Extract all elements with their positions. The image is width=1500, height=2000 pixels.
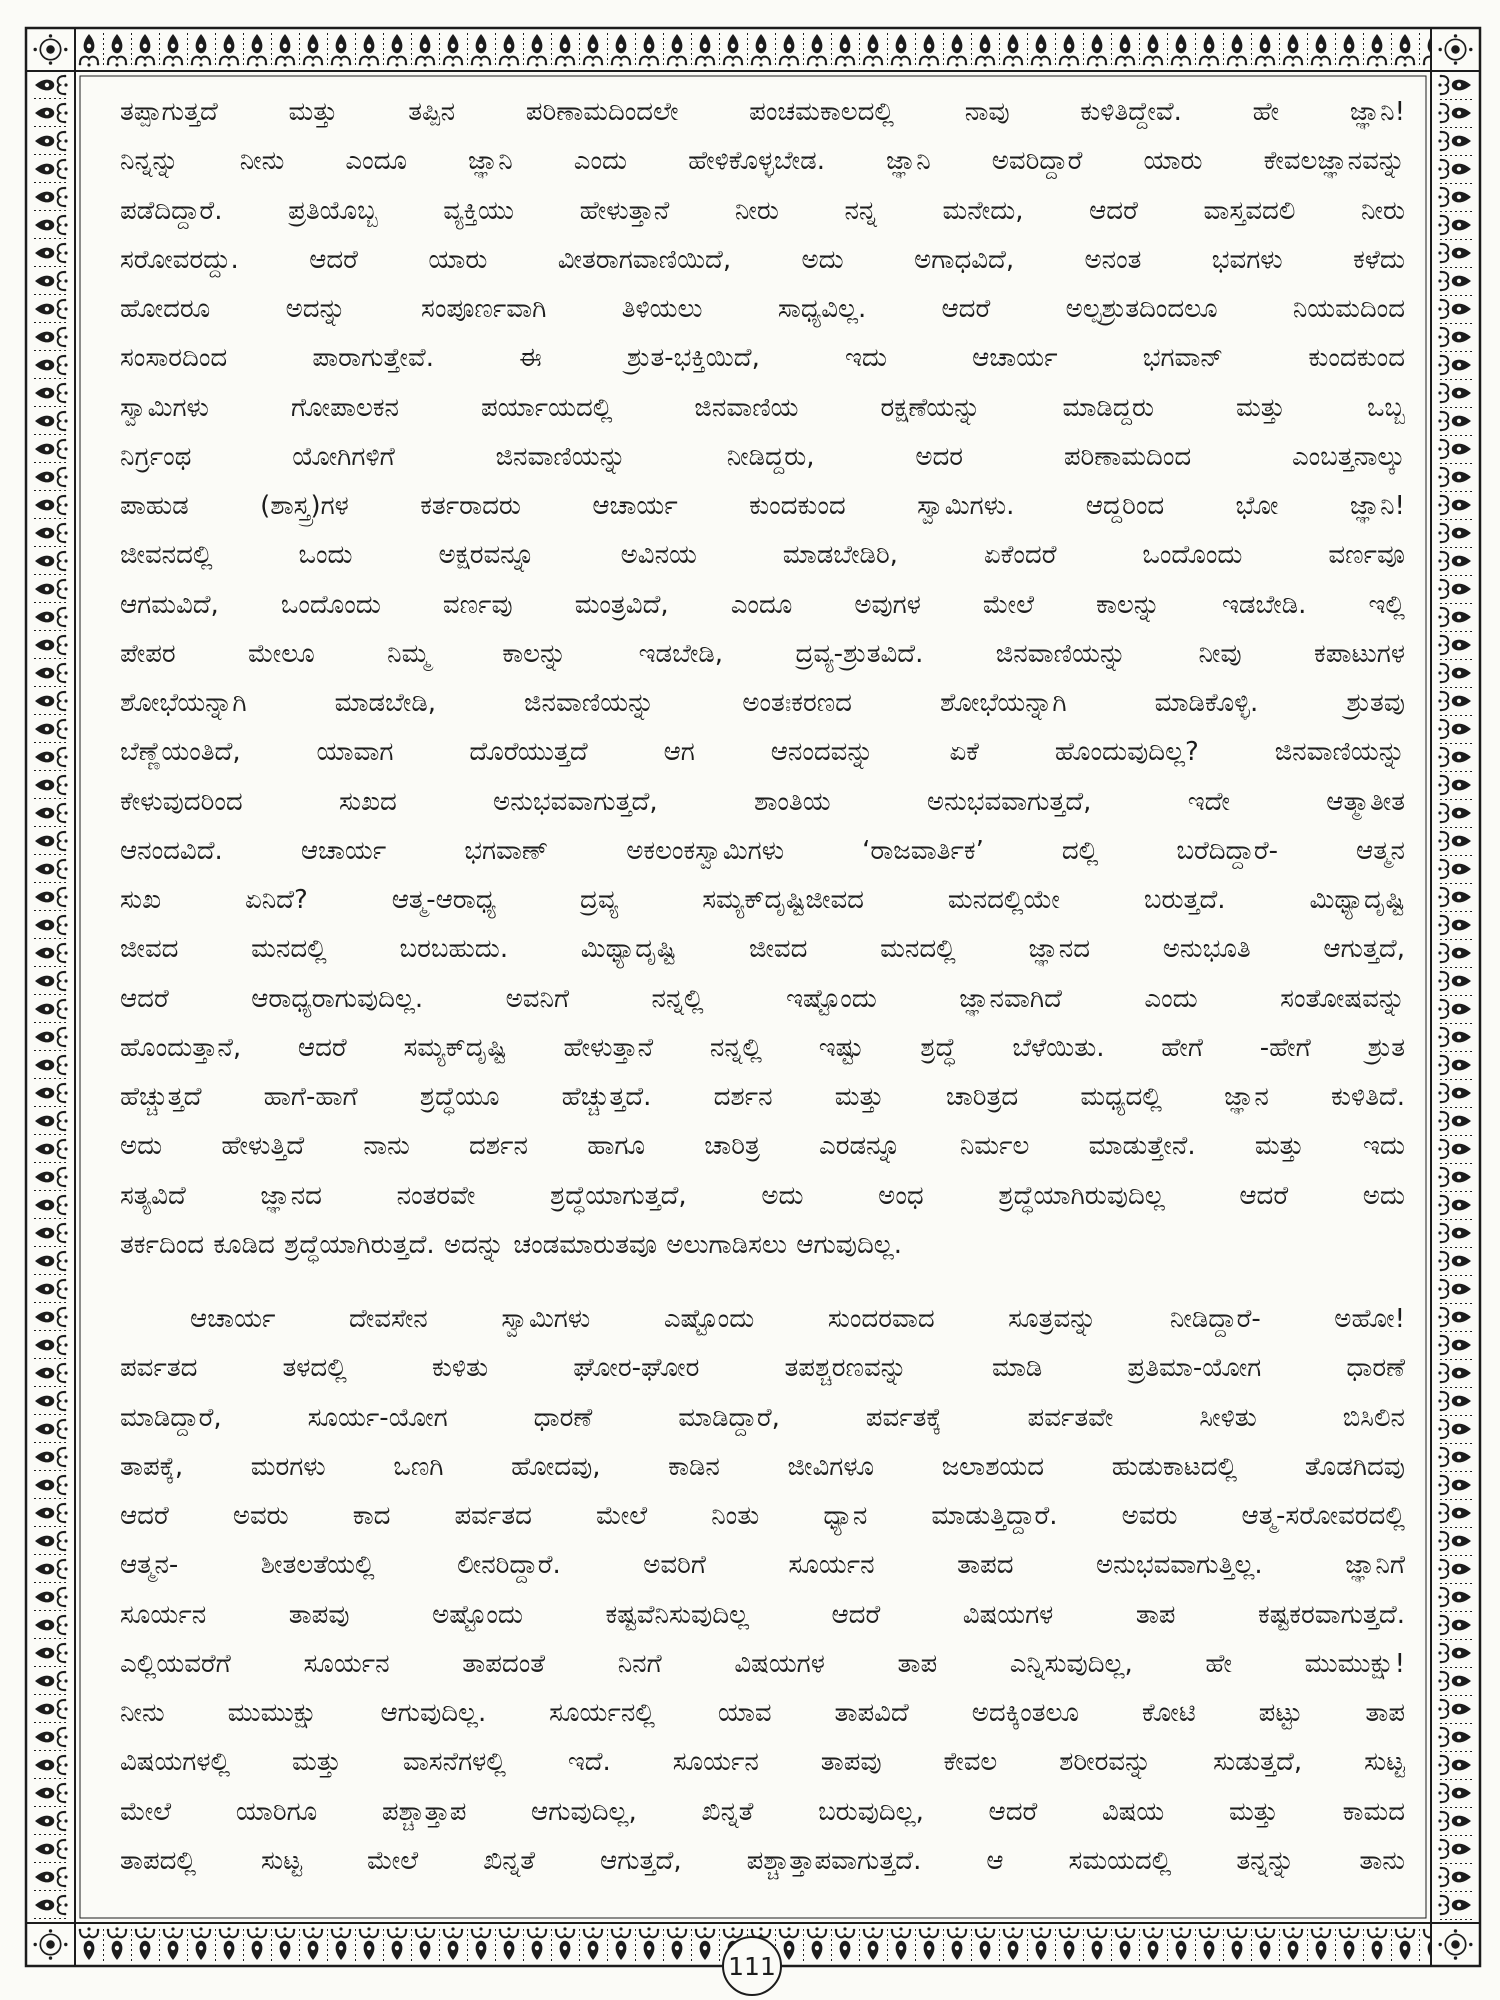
text-line: ಮೇಲೆ ಯಾರಿಗೂ ಪಶ್ಚಾತ್ತಾಪ ಆಗುವುದಿಲ್ಲ, ಖಿನ್ನತೆ ಬರುವುದಿಲ್ಲ, ಆದರೆ ವಿಷಯ ಮತ್ತು ಕಾಮದ [120, 1796, 1405, 1827]
text-line: ನಿರ್ಗ್ರಂಥ ಯೋಗಿಗಳಿಗೆ ಜಿನವಾಣಿಯನ್ನು ನೀಡಿದ್ದರು, ಅದರ ಪರಿಣಾಮದಿಂದ ಎಂಬತ್ತನಾಲ್ಕು [120, 441, 1405, 472]
text-line: ತಪ್ಪಾಗುತ್ತದೆ ಮತ್ತು ತಪ್ಪಿನ ಪರಿಣಾಮದಿಂದಲೇ ಪಂಚಮಕಾಲದಲ್ಲಿ ನಾವು ಕುಳಿತಿದ್ದೇವೆ. ಹೇ ಜ್ಞಾನಿ! [120, 97, 1405, 127]
text-line: ಜೀವನದಲ್ಲಿ ಒಂದು ಅಕ್ಷರವನ್ನೂ ಅವಿನಯ ಮಾಡಬೇಡಿರಿ, ಏಕೆಂದರೆ ಒಂದೊಂದು ವರ್ಣವೂ [120, 540, 1405, 571]
paragraph [120, 1295, 1405, 1886]
text-line: ಪರ್ವತದ ತಳದಲ್ಲಿ ಕುಳಿತು ಘೋರ-ಘೋರ ತಪಶ್ಚರಣವನ್ನು ಮಾಡಿ ಪ್ರತಿಮಾ-ಯೋಗ ಧಾರಣೆ [120, 1353, 1405, 1384]
text-line: ಸುಖ ಏನಿದೆ? ಆತ್ಮ-ಆರಾಧ್ಯ ದ್ರವ್ಯ ಸಮ್ಯಕ್‌ದೃಷ್ಟಿಜೀವದ ಮನದಲ್ಲಿಯೇ ಬರುತ್ತದೆ. ಮಿಥ್ಯಾದೃಷ್ಟಿ [120, 885, 1405, 915]
text-line: ಮಾಡಿದ್ದಾರೆ, ಸೂರ್ಯ-ಯೋಗ ಧಾರಣೆ ಮಾಡಿದ್ದಾರೆ, ಪರ್ವತಕ್ಕೆ ಪರ್ವತವೇ ಸೀಳಿತು ಬಿಸಿಲಿನ [120, 1402, 1405, 1433]
text-line: ಸ್ವಾಮಿಗಳು ಗೋಪಾಲಕನ ಪರ್ಯಾಯದಲ್ಲಿ ಜಿನವಾಣಿಯ ರಕ್ಷಣೆಯನ್ನು ಮಾಡಿದ್ದರು ಮತ್ತು ಒಬ್ಬ [120, 392, 1405, 423]
text-line: ಸರೋವರದ್ದು. ಆದರೆ ಯಾರು ವೀತರಾಗವಾಣಿಯಿದೆ, ಅದು ಅಗಾಧವಿದೆ, ಅನಂತ ಭವಗಳು ಕಳೆದು [120, 244, 1405, 275]
border-corner-bottom-right [1431, 1923, 1480, 1966]
paragraph [120, 88, 1405, 1270]
text-line: ಆದರೆ ಆರಾಧ್ಯರಾಗುವುದಿಲ್ಲ. ಅವನಿಗೆ ನನ್ನಲ್ಲಿ ಇಷ್ಟೊಂದು ಜ್ಞಾನವಾಗಿದೆ ಎಂದು ಸಂತೋಷವನ್ನು [120, 983, 1405, 1014]
text-line: ಪೇಪರ ಮೇಲೂ ನಿಮ್ಮ ಕಾಲನ್ನು ಇಡಬೇಡಿ, ದ್ರವ್ಯ-ಶ್ರುತವಿದೆ. ಜಿನವಾಣಿಯನ್ನು ನೀವು ಕಪಾಟುಗಳ [120, 638, 1405, 669]
text-line: ಹೋದರೂ ಅದನ್ನು ಸಂಪೂರ್ಣವಾಗಿ ತಿಳಿಯಲು ಸಾಧ್ಯವಿಲ್ಲ. ಆದರೆ ಅಲ್ಪಶ್ರುತದಿಂದಲೂ ನಿಯಮದಿಂದ [120, 294, 1405, 324]
text-line: ಹೆಚ್ಚುತ್ತದೆ ಹಾಗೆ-ಹಾಗೆ ಶ್ರದ್ಧೆಯೂ ಹೆಚ್ಚುತ್ತದೆ. ದರ್ಶನ ಮತ್ತು ಚಾರಿತ್ರದ ಮಧ್ಯದಲ್ಲಿ ಜ್ಞಾನ ಕುಳಿತಿದೆ. [120, 1082, 1405, 1112]
text-line: ವಿಷಯಗಳಲ್ಲಿ ಮತ್ತು ವಾಸನೆಗಳಲ್ಲಿ ಇದೆ. ಸೂರ್ಯನ ತಾಪವು ಕೇವಲ ಶರೀರವನ್ನು ಸುಡುತ್ತದೆ, ಸುಟ್ಟ [120, 1747, 1405, 1778]
text-line: ಆಚಾರ್ಯ ದೇವಸೇನ ಸ್ವಾಮಿಗಳು ಎಷ್ಟೊಂದು ಸುಂದರವಾದ ಸೂತ್ರವನ್ನು ನೀಡಿದ್ದಾರೆ- ಅಹೋ! [190, 1304, 1405, 1334]
border-corner-top-left [26, 28, 75, 71]
text-line: ಹೊಂದುತ್ತಾನೆ, ಆದರೆ ಸಮ್ಯಕ್‌ದೃಷ್ಟಿ ಹೇಳುತ್ತಾನೆ ನನ್ನಲ್ಲಿ ಇಷ್ಟು ಶ್ರದ್ಧೆ ಬೆಳೆಯಿತು. ಹೇಗೆ -ಹೇಗೆ ಶ್ರುತ [120, 1032, 1405, 1063]
text-line: ಆನಂದವಿದೆ. ಆಚಾರ್ಯ ಭಗವಾಣ್ ಅಕಲಂಕಸ್ವಾಮಿಗಳು ‘ರಾಜವಾರ್ತಿಕ’ ದಲ್ಲಿ ಬರೆದಿದ್ದಾರೆ- ಆತ್ಮನ [120, 835, 1405, 866]
text-line: ಕೇಳುವುದರಿಂದ ಸುಖದ ಅನುಭವವಾಗುತ್ತದೆ, ಶಾಂತಿಯ ಅನುಭವವಾಗುತ್ತದೆ, ಇದೇ ಆತ್ಮಾತೀತ [120, 786, 1405, 817]
text-line: ಸತ್ಯವಿದೆ ಜ್ಞಾನದ ನಂತರವೇ ಶ್ರದ್ಧೆಯಾಗುತ್ತದೆ, ಅದು ಅಂಧ ಶ್ರದ್ಧೆಯಾಗಿರುವುದಿಲ್ಲ ಆದರೆ ಅದು [120, 1180, 1405, 1211]
text-line: ಸಂಸಾರದಿಂದ ಪಾರಾಗುತ್ತೇವೆ. ಈ ಶ್ರುತ-ಭಕ್ತಿಯಿದೆ, ಇದು ಆಚಾರ್ಯ ಭಗವಾನ್ ಕುಂದಕುಂದ [120, 343, 1405, 374]
text-line: ಆಗಮವಿದೆ, ಒಂದೊಂದು ವರ್ಣವು ಮಂತ್ರವಿದೆ, ಎಂದೂ ಅವುಗಳ ಮೇಲೆ ಕಾಲನ್ನು ಇಡಬೇಡಿ. ಇಲ್ಲಿ [120, 589, 1405, 620]
text-line: ನಿನ್ನನ್ನು ನೀನು ಎಂದೂ ಜ್ಞಾನಿ ಎಂದು ಹೇಳಿಕೊಳ್ಳಬೇಡ. ಜ್ಞಾನಿ ಅವರಿದ್ದಾರೆ ಯಾರು ಕೇವಲಜ್ಞಾನವನ್ನು [120, 146, 1405, 177]
text-line: ತಾಪದಲ್ಲಿ ಸುಟ್ಟ ಮೇಲೆ ಖಿನ್ನತೆ ಆಗುತ್ತದೆ, ಪಶ್ಚಾತ್ತಾಪವಾಗುತ್ತದೆ. ಆ ಸಮಯದಲ್ಲಿ ತನ್ನನ್ನು ತಾನು [120, 1845, 1405, 1876]
text-line: ತಾಪಕ್ಕೆ, ಮರಗಳು ಒಣಗಿ ಹೋದವು, ಕಾಡಿನ ಜೀವಿಗಳೂ ಜಲಾಶಯದ ಹುಡುಕಾಟದಲ್ಲಿ ತೊಡಗಿದವು [120, 1451, 1405, 1482]
text-line: ಬೆಣ್ಣೆಯಂತಿದೆ, ಯಾವಾಗ ದೊರೆಯುತ್ತದೆ ಆಗ ಆನಂದವನ್ನು ಏಕೆ ಹೊಂದುವುದಿಲ್ಲ? ಜಿನವಾಣಿಯನ್ನು [120, 737, 1405, 768]
border-corner-top-right [1431, 28, 1480, 71]
text-line: ಪಡೆದಿದ್ದಾರೆ. ಪ್ರತಿಯೊಬ್ಬ ವ್ಯಕ್ತಿಯು ಹೇಳುತ್ತಾನೆ ನೀರು ನನ್ನ ಮನೇದು, ಆದರೆ ವಾಸ್ತವದಲಿ ನೀರು [120, 195, 1405, 226]
text-line: ಪಾಹುಡ (ಶಾಸ್ತ್ರ)ಗಳ ಕರ್ತರಾದರು ಆಚಾರ್ಯ ಕುಂದಕುಂದ ಸ್ವಾಮಿಗಳು. ಆದ್ದರಿಂದ ಭೋ ಜ್ಞಾನಿ! [120, 491, 1405, 521]
text-line: ಆದರೆ ಅವರು ಕಾದ ಪರ್ವತದ ಮೇಲೆ ನಿಂತು ಧ್ಯಾನ ಮಾಡುತ್ತಿದ್ದಾರೆ. ಅವರು ಆತ್ಮ-ಸರೋವರದಲ್ಲಿ [120, 1501, 1405, 1531]
page-number: 111 [722, 1936, 782, 1996]
border-band-right [1431, 71, 1480, 1923]
text-line: ಶೋಭೆಯನ್ನಾಗಿ ಮಾಡಬೇಡಿ, ಜಿನವಾಣಿಯನ್ನು ಅಂತಃಕರಣದ ಶೋಭೆಯನ್ನಾಗಿ ಮಾಡಿಕೊಳ್ಳಿ. ಶ್ರುತವು [120, 688, 1405, 718]
text-line: ಎಲ್ಲಿಯವರೆಗೆ ಸೂರ್ಯನ ತಾಪದಂತೆ ನಿನಗೆ ವಿಷಯಗಳ ತಾಪ ಎನ್ನಿಸುವುದಿಲ್ಲ, ಹೇ ಮುಮುಕ್ಷು! [120, 1648, 1405, 1679]
border-corner-bottom-left [26, 1923, 75, 1966]
text-line: ಜೀವದ ಮನದಲ್ಲಿ ಬರಬಹುದು. ಮಿಥ್ಯಾದೃಷ್ಟಿ ಜೀವದ ಮನದಲ್ಲಿ ಜ್ಞಾನದ ಅನುಭೂತಿ ಆಗುತ್ತದೆ, [120, 934, 1405, 965]
text-line: ನೀನು ಮುಮುಕ್ಷು ಆಗುವುದಿಲ್ಲ. ಸೂರ್ಯನಲ್ಲಿ ಯಾವ ತಾಪವಿದೆ ಅದಕ್ಕಿಂತಲೂ ಕೋಟಿ ಪಟ್ಟು ತಾಪ [120, 1698, 1405, 1728]
text-line: ತರ್ಕದಿಂದ ಕೂಡಿದ ಶ್ರದ್ಧೆಯಾಗಿರುತ್ತದೆ. ಅದನ್ನು ಚಂಡಮಾರುತವೂ ಅಲುಗಾಡಿಸಲು ಆಗುವುದಿಲ್ಲ. [120, 1229, 902, 1260]
text-line: ಸೂರ್ಯನ ತಾಪವು ಅಷ್ಟೊಂದು ಕಷ್ಟವೆನಿಸುವುದಿಲ್ಲ ಆದರೆ ವಿಷಯಗಳ ತಾಪ ಕಷ್ಟಕರವಾಗುತ್ತದೆ. [120, 1599, 1405, 1630]
text-line: ಅದು ಹೇಳುತ್ತಿದೆ ನಾನು ದರ್ಶನ ಹಾಗೂ ಚಾರಿತ್ರ ಎರಡನ್ನೂ ನಿರ್ಮಲ ಮಾಡುತ್ತೇನೆ. ಮತ್ತು ಇದು [120, 1131, 1405, 1162]
text-line: ಆತ್ಮನ- ಶೀತಲತೆಯಲ್ಲಿ ಲೀನರಿದ್ದಾರೆ. ಅವರಿಗೆ ಸೂರ್ಯನ ತಾಪದ ಅನುಭವವಾಗುತ್ತಿಲ್ಲ. ಜ್ಞಾನಿಗೆ [120, 1550, 1405, 1581]
border-band-left [26, 71, 75, 1923]
border-band-top [75, 28, 1431, 71]
